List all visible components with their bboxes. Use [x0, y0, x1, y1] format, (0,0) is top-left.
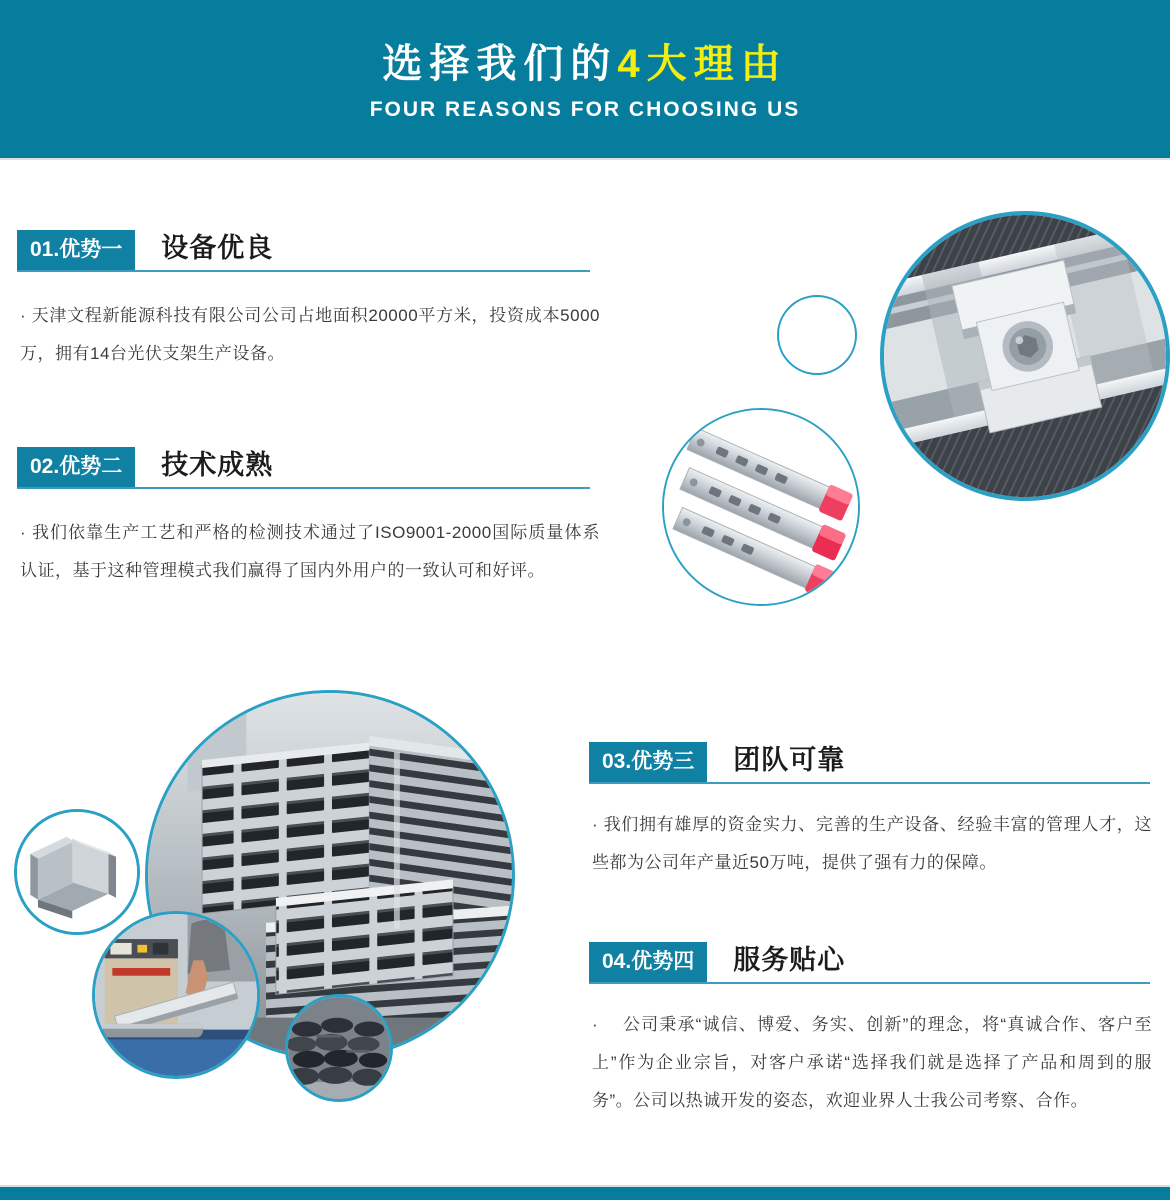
section-2-badge: 02.优势二: [17, 447, 135, 487]
header-band: [0, 0, 1170, 160]
u-channel-illustration: [17, 812, 137, 932]
section-2-title: 技术成熟: [161, 450, 274, 480]
section-4-header: [589, 940, 1150, 984]
solar-mid-clamp-photo: [880, 211, 1170, 501]
empty-circle: [777, 295, 857, 375]
section-2-body: · 我们依靠生产工艺和严格的检测技术通过了ISO9001-2000国际质量体系认证，基于这种管理模式我们赢得了国内外用户的一致认可和好评。: [20, 523, 600, 580]
section-4-badge: 04.优势四: [589, 942, 707, 982]
page-title-main: 选择我们的: [382, 42, 618, 86]
section-1-badge: 01.优势一: [17, 230, 135, 270]
footer-band: [0, 1185, 1170, 1200]
section-4-title: 服务贴心: [733, 945, 846, 975]
page-title-accent: 4大理由: [617, 42, 788, 86]
section-1-body: · 天津文程新能源科技有限公司公司占地面积20000平方米，投资成本5000万，拥有14台光伏支架生产设备。: [20, 306, 600, 363]
section-1-title: 设备优良: [161, 233, 274, 263]
section-4-body: · 公司秉承“诚信、博爱、务实、创新”的理念，将“真诚合作、客户至上”作为企业宗旨，对客户承诺“选择我们就是选择了产品和周到的服务”。公司以热诚开发的姿态，欢迎业界人士我公司考察、合作。: [592, 1015, 1152, 1110]
section-2-header: [17, 445, 590, 489]
bracket-illustration: [664, 410, 858, 604]
factory-machine-photo: [92, 911, 260, 1079]
solar-mid-clamp-illustration: [884, 215, 1166, 497]
section-3-body: · 我们拥有雄厚的资金实力、完善的生产设备、经验丰富的管理人才，这些都为公司年产量近50万吨，提供了强有力的保障。: [592, 815, 1152, 872]
section-3-header: [589, 740, 1150, 784]
u-channel-photo: [14, 809, 140, 935]
bags-illustration: [288, 997, 390, 1099]
red-cap-bracket-photo: [662, 408, 860, 606]
page-title: [0, 40, 1170, 88]
section-3-title: 团队可靠: [733, 745, 846, 775]
machine-illustration: [95, 914, 257, 1076]
section-1-header: [17, 228, 590, 272]
stacked-bags-photo: [285, 994, 393, 1102]
page-subtitle: FOUR REASONS FOR CHOOSING US: [369, 98, 801, 121]
section-3-badge: 03.优势三: [589, 742, 707, 782]
